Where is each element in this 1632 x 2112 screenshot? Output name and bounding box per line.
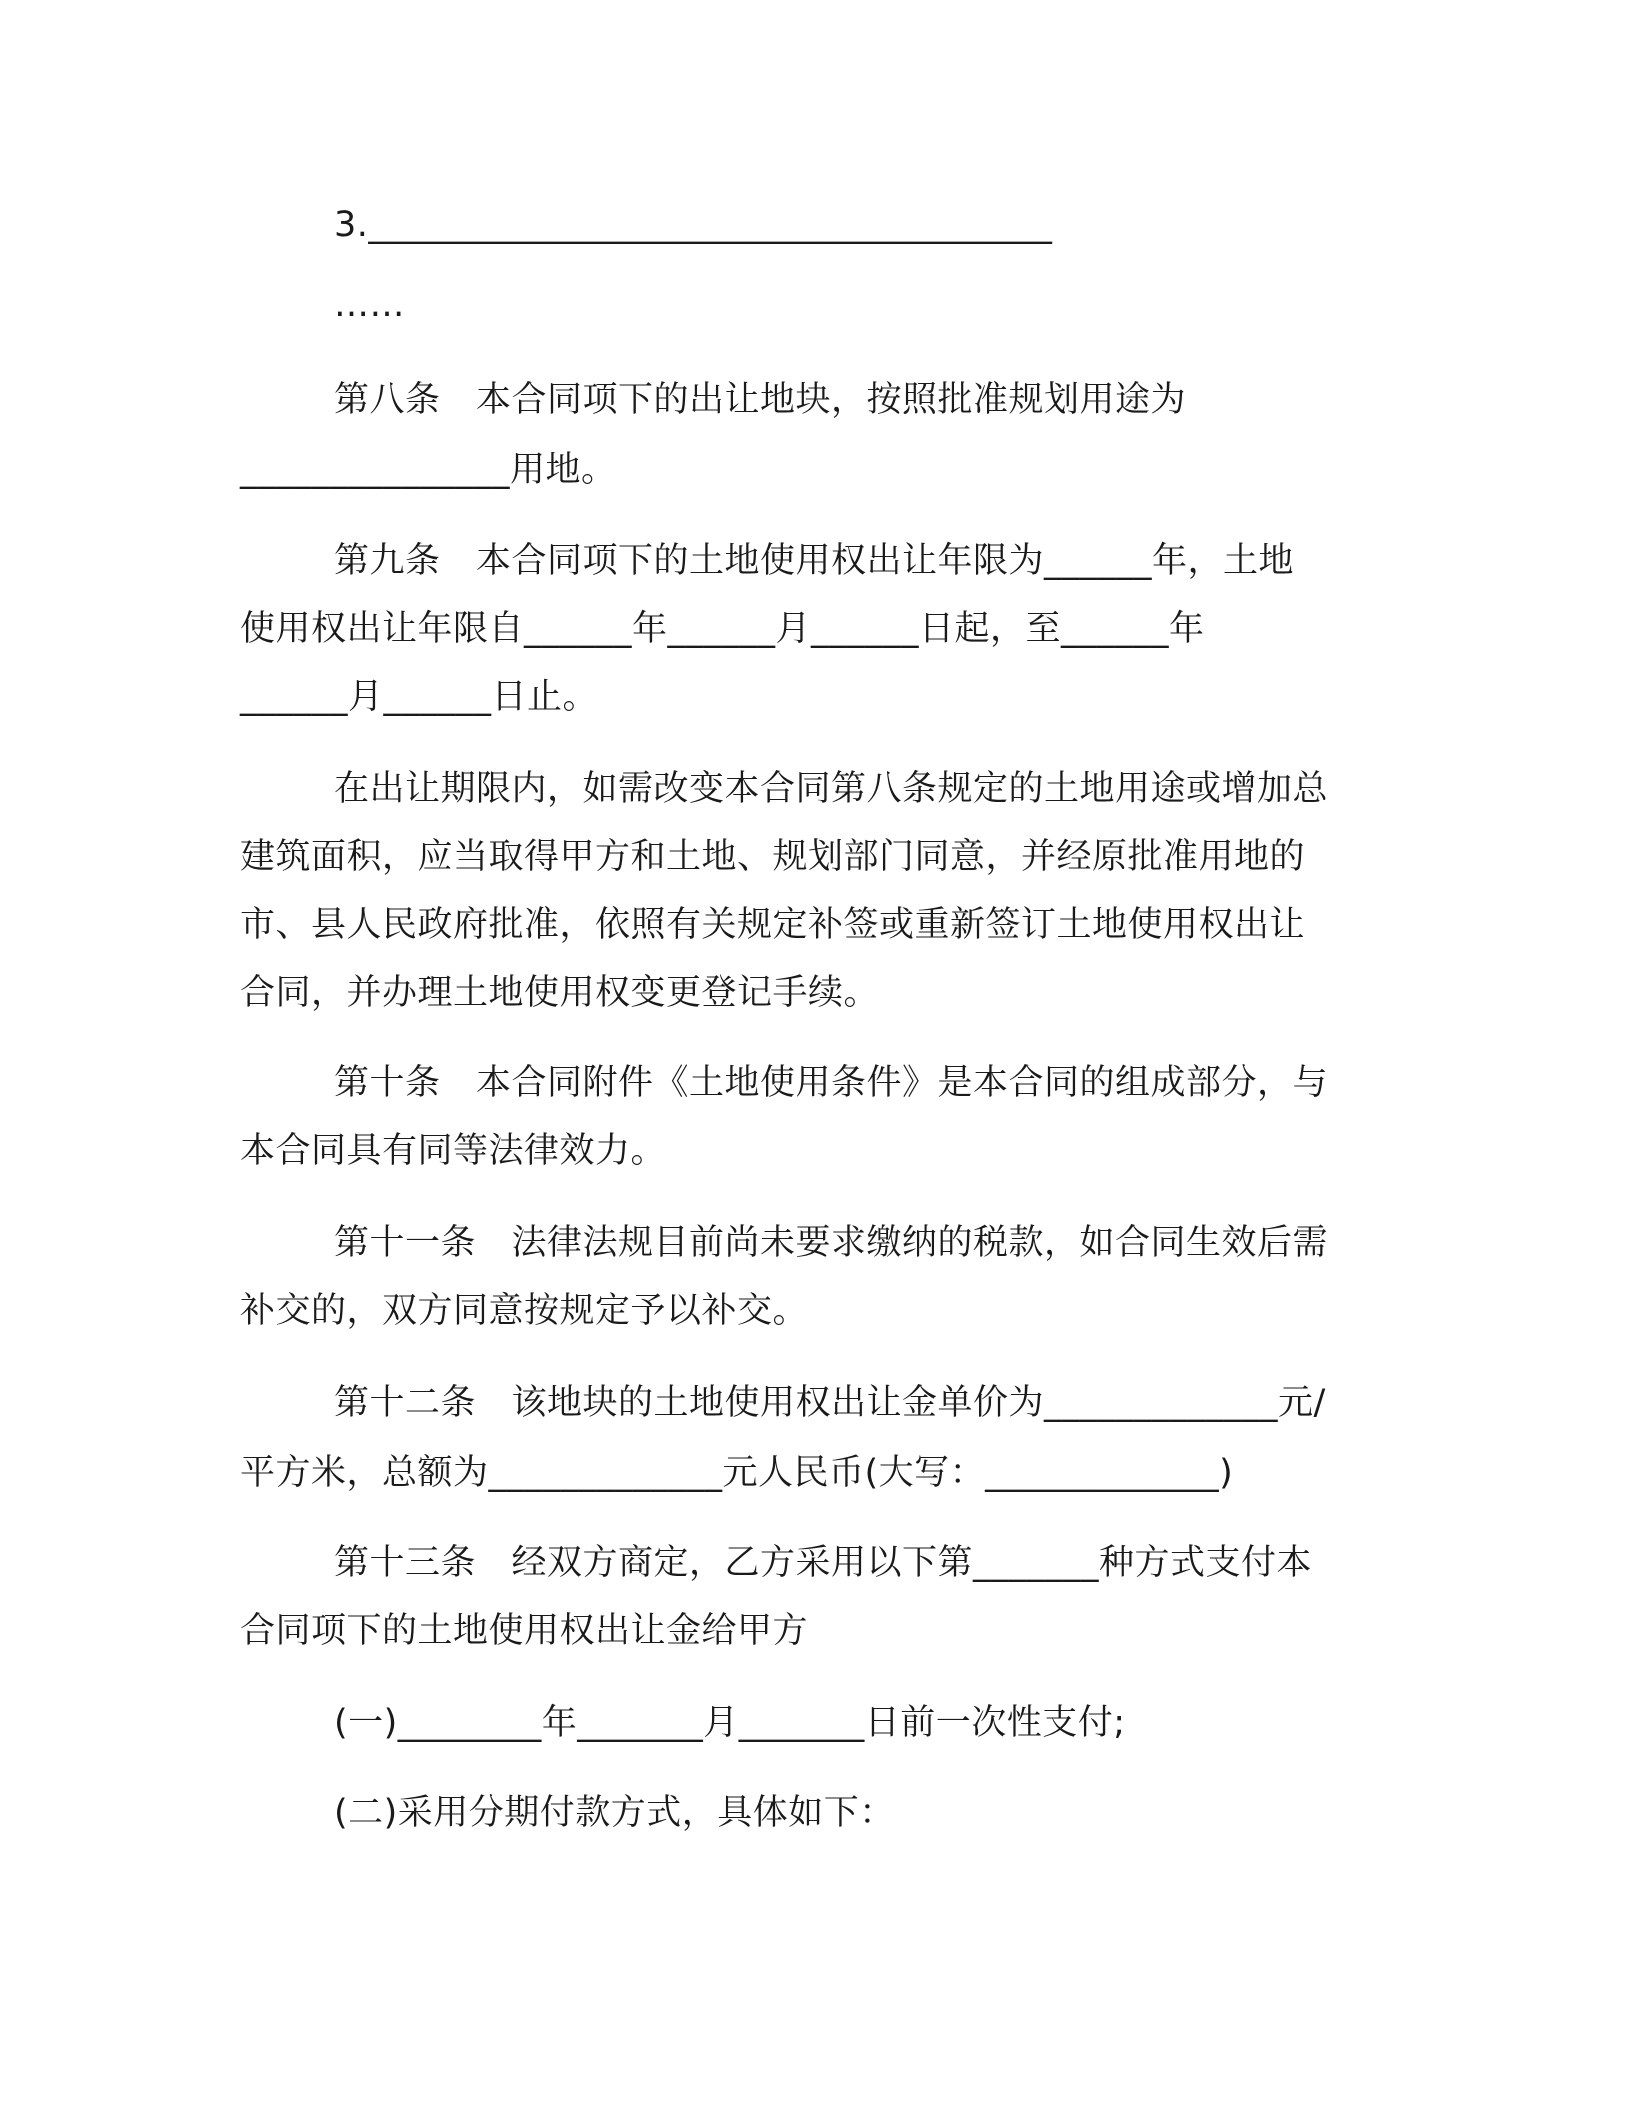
article-8-line-1: 第八条 本合同项下的出让地块，按照批准规划用途为	[334, 380, 1187, 420]
ellipsis: ……	[334, 285, 405, 325]
paragraph-line-2: 建筑面积，应当取得甲方和土地、规划部门同意，并经原批准用地的	[240, 837, 1306, 877]
payment-option-1: (一)________年_______月_______日前一次性支付;	[334, 1703, 1126, 1743]
article-9-line-1: 第九条 本合同项下的土地使用权出让年限为______年，土地	[334, 541, 1295, 581]
article-12-line-2: 平方米，总额为_____________元人民币(大写：_____________)	[240, 1453, 1234, 1493]
paragraph-line-3: 市、县人民政府批准，依照有关规定补签或重新签订土地使用权出让	[240, 905, 1306, 945]
paragraph-line-1: 在出让期限内，如需改变本合同第八条规定的土地用途或增加总	[334, 769, 1329, 809]
payment-option-2: (二)采用分期付款方式，具体如下：	[334, 1793, 895, 1833]
article-8-line-2: _______________用地。	[240, 450, 617, 490]
paragraph-line-4: 合同，并办理土地使用权变更登记手续。	[240, 973, 880, 1013]
article-13-line-2: 合同项下的土地使用权出让金给甲方	[240, 1611, 809, 1651]
article-10-line-2: 本合同具有同等法律效力。	[240, 1131, 667, 1171]
article-9-line-3: ______月______日止。	[240, 677, 599, 717]
list-item-3: 3.______________________________________	[334, 205, 1053, 245]
article-11-line-1: 第十一条 法律法规目前尚未要求缴纳的税款，如合同生效后需	[334, 1223, 1329, 1263]
article-10-line-1: 第十条 本合同附件《土地使用条件》是本合同的组成部分，与	[334, 1063, 1329, 1103]
article-9-line-2: 使用权出让年限自______年______月______日起，至______年	[240, 609, 1205, 649]
article-13-line-1: 第十三条 经双方商定，乙方采用以下第_______种方式支付本	[334, 1543, 1313, 1583]
article-12-line-1: 第十二条 该地块的土地使用权出让金单价为_____________元/	[334, 1383, 1326, 1423]
article-11-line-2: 补交的，双方同意按规定予以补交。	[240, 1291, 809, 1331]
